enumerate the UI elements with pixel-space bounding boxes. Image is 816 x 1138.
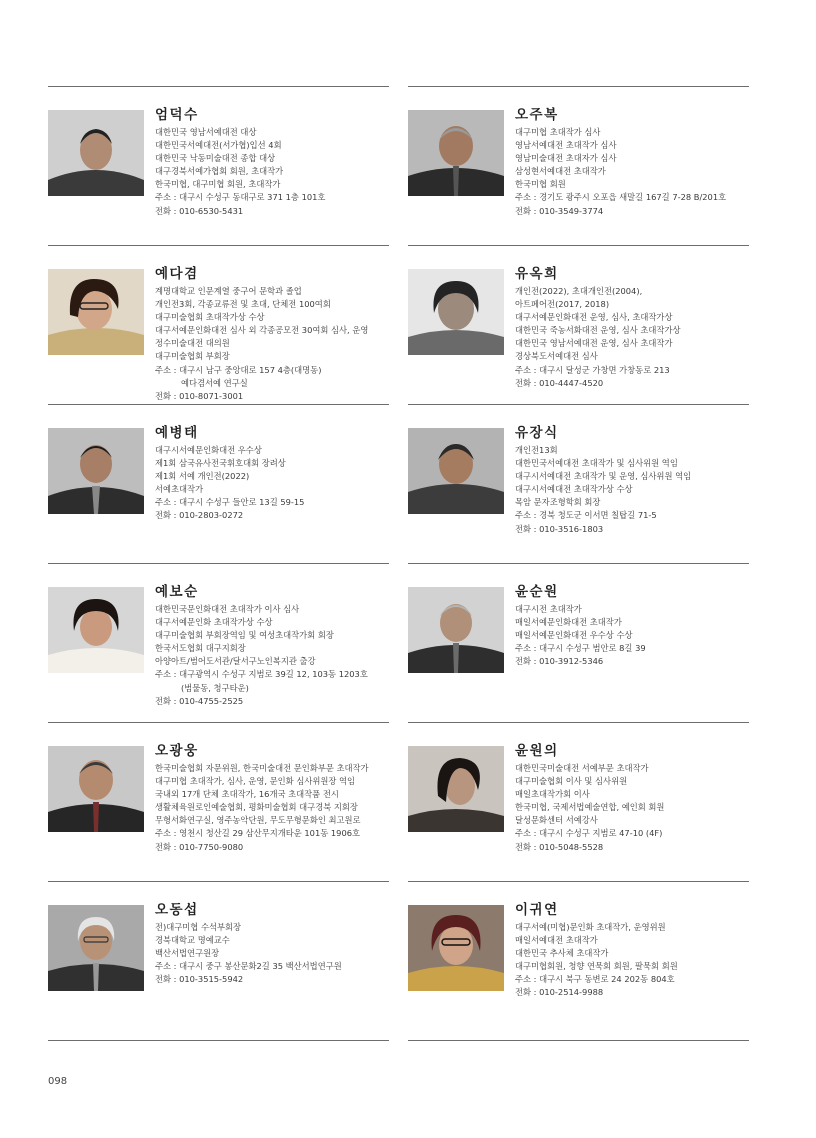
artist-name: 윤원의 [515, 743, 559, 759]
artist-name: 예다겸 [155, 266, 199, 282]
divider [48, 404, 389, 405]
artist-info [515, 902, 751, 1000]
phone-line: 전화 : 010-8071-3001 [155, 390, 244, 401]
bio-line: 국내외 17개 단체 초대작가, 16개국 초대작품 전시 [155, 789, 339, 800]
bio-line: 영남미술대전 초대자가 심사 [515, 153, 617, 164]
bio-line: 대구미술협회 이사 및 심사위원 [515, 776, 628, 787]
artist-photo [408, 269, 504, 355]
bio-line: 대구미협 초대작가, 심사, 운영, 문인화 심사위원장 역임 [155, 776, 356, 787]
bio-line: 대한민국 낙동미술대전 종합 대상 [155, 153, 276, 164]
address-line: 주소 : 대구시 달성군 가창면 가창동로 213 [515, 364, 670, 375]
address-line: 주소 : 경기도 광주시 오포읍 새말길 167길 7-28 B/201호 [515, 192, 727, 203]
phone-line: 전화 : 010-2514-9988 [515, 987, 604, 998]
bio-line: 대한민국서예대전(서가협)입선 4회 [155, 140, 282, 151]
address-line: 주소 : 대구광역시 수성구 지범로 39길 12, 103동 1203호 [155, 669, 368, 680]
bio-line: 대한민국서예대전 초대작가 및 심사위원 역임 [515, 458, 678, 469]
artist-info [155, 107, 391, 218]
divider [48, 245, 389, 246]
divider [408, 86, 749, 87]
bio-line: 매일서예문인화대전 초대작가 [515, 617, 622, 628]
bio-line: 달성문화센터 서예강사 [515, 815, 598, 826]
artist-info [515, 425, 751, 536]
artist-photo [48, 110, 144, 196]
bio-line: 대한민국 영남서예대전 대상 [155, 127, 257, 137]
bio-line: 대구미술협회 부회장역임 및 여성초대작가회 회장 [155, 630, 334, 641]
bio-line: 개인전(2022), 초대개인전(2004), [515, 286, 643, 296]
bio-line: 정수미술대전 대의원 [155, 338, 230, 349]
artist-info [515, 107, 751, 218]
divider [408, 245, 749, 246]
page-number: 098 [48, 1076, 68, 1087]
address-line: 주소 : 대구시 중구 봉산문화2길 35 백산서법연구원 [155, 961, 342, 972]
phone-line: 전화 : 010-2803-0272 [155, 510, 244, 521]
phone-line: 전화 : 010-3549-3774 [515, 205, 604, 216]
artist-info [515, 584, 751, 668]
bio-line: 전)대구미협 수석부회장 [155, 922, 242, 932]
artist-photo [408, 110, 504, 196]
divider [48, 881, 389, 882]
bio-line: 경상북도서예대전 심사 [515, 351, 598, 362]
bio-line: 대한민국 죽농서화대전 운영, 심사 초대작가상 [515, 325, 681, 336]
bio-line: 영남서예대전 초대작가 심사 [515, 140, 617, 151]
bio-line: 아양아트/범어도서관/달서구노인복지관 출강 [155, 656, 316, 667]
bio-line: 대구시서예대전 초대작가 및 운영, 심사위원 역임 [515, 471, 692, 482]
artist-photo [408, 587, 504, 673]
bio-line: 계명대학교 인문계열 중구어 문학과 졸업 [155, 286, 302, 296]
address-line: 주소 : 대구시 수성구 범안로 8길 39 [515, 643, 646, 654]
artist-photo [48, 746, 144, 832]
artist-info [155, 584, 391, 708]
artist-photo [48, 905, 144, 991]
bio-line: 대구시서예문인화대전 우수상 [155, 445, 262, 455]
bio-line: 대구미협 초대작가 심사 [515, 127, 601, 137]
divider [408, 1040, 749, 1041]
address-line: 주소 : 대구시 북구 동변로 24 202동 804호 [515, 974, 675, 985]
bio-line: 대구서예문인화대전 운영, 심사, 초대작가상 [515, 312, 673, 323]
divider [48, 1040, 389, 1041]
bio-line: 대구미술협회 부회장 [155, 351, 230, 362]
bio-line: 백산서법연구원장 [155, 948, 220, 959]
address-line: 주소 : 경북 청도군 이서면 칠탑길 71-5 [515, 510, 657, 521]
artist-name: 유장식 [515, 425, 559, 441]
address-line: 주소 : 대구시 수성구 동대구로 371 1층 101호 [155, 192, 326, 203]
bio-line: 매일서예대전 초대작가 [515, 935, 598, 946]
artist-name: 유옥희 [515, 266, 559, 282]
address-line: 주소 : 대구시 남구 중앙대로 157 4층(대명동) [155, 364, 322, 375]
bio-line: 대한민국미술대전 서예부문 초대작가 [515, 763, 649, 773]
artist-name: 예보순 [155, 584, 199, 600]
bio-line: 대한민국 영남서예대전 운영, 심사 초대작가 [515, 338, 673, 349]
artist-name: 오주복 [515, 107, 559, 123]
bio-line: 한국미협 회원 [515, 179, 566, 190]
phone-line: 전화 : 010-3515-5942 [155, 974, 244, 985]
artist-name: 엄덕수 [155, 107, 199, 123]
bio-line: 한국서도협회 대구지회장 [155, 643, 246, 654]
address-line: 주소 : 대구시 수성구 지범로 47-10 (4F) [515, 828, 663, 839]
bio-line: 제1회 삼국유사전국휘호대회 장려상 [155, 458, 286, 469]
bio-line: 무형서화연구실, 영주농악단원, 무도무형문화인 최고원로 [155, 815, 361, 826]
artist-name: 오동섭 [155, 902, 199, 918]
divider [48, 86, 389, 87]
bio-line: 한국미협, 대구미협 회원, 초대작가 [155, 179, 281, 190]
artist-info [515, 743, 751, 854]
artist-info [155, 902, 391, 986]
divider [408, 563, 749, 564]
artist-info [155, 266, 391, 403]
bio-line: 한국미술협회 자문위원, 한국미술대전 문인화부문 초대작가 [155, 763, 369, 773]
address-line: 주소 : 영천시 청산길 29 삼산무지개타운 101동 1906호 [155, 828, 361, 839]
bio-line: 대구시전 초대작가 [515, 604, 582, 614]
phone-line: 전화 : 010-3516-1803 [515, 523, 604, 534]
bio-line: 대구시서예대전 초대작가상 수상 [515, 484, 633, 495]
divider [48, 722, 389, 723]
address-line: 주소 : 대구시 수성구 들안로 13길 59-15 [155, 497, 305, 508]
bio-line: 한국미협, 국제서법예술연합, 예인회 회원 [515, 802, 665, 813]
bio-line: 삼성현서예대전 초대작가 [515, 166, 606, 177]
bio-line: 대구경북서예가협회 회원, 초대작가 [155, 166, 284, 177]
artist-name: 윤순원 [515, 584, 559, 600]
divider [408, 881, 749, 882]
artist-photo [48, 269, 144, 355]
artist-info [155, 425, 391, 523]
bio-line: 대구서예(미협)문인화 초대작가, 운영위원 [515, 922, 666, 932]
phone-line: 전화 : 010-4755-2525 [155, 695, 244, 706]
phone-line: 전화 : 010-5048-5528 [515, 841, 604, 852]
phone-line: 전화 : 010-6530-5431 [155, 205, 244, 216]
bio-line: 대한민국문인화대전 초대작가 이사 심사 [155, 604, 300, 614]
address-line: 예다겸서예 연구실 [181, 377, 248, 388]
bio-line: 대한민국 추사체 초대작가 [515, 948, 609, 959]
bio-line: 아트페어전(2017, 2018) [515, 299, 610, 310]
bio-line: 매일서예문인화대전 우수상 수상 [515, 630, 633, 641]
divider [408, 404, 749, 405]
bio-line: 서예초대작가 [155, 484, 204, 495]
artist-name: 예병태 [155, 425, 199, 441]
address-line: (범물동, 청구타운) [181, 682, 249, 693]
bio-line: 대구미협회원, 청향 연묵회 회원, 팔묵회 회원 [515, 961, 678, 972]
phone-line: 전화 : 010-3912-5346 [515, 656, 604, 667]
artist-name: 오광웅 [155, 743, 199, 759]
bio-line: 매일초대작가회 이사 [515, 789, 590, 800]
artist-photo [408, 746, 504, 832]
phone-line: 전화 : 010-4447-4520 [515, 377, 604, 388]
divider [408, 722, 749, 723]
bio-line: 목암 문자조형학회 회장 [515, 497, 601, 508]
bio-line: 경북대학교 명예교수 [155, 935, 230, 946]
bio-line: 생활체육원로인예술협회, 평화미술협회 대구경북 지회장 [155, 802, 358, 813]
artist-photo [48, 428, 144, 514]
artist-photo [408, 428, 504, 514]
artist-photo [48, 587, 144, 673]
artist-name: 이귀연 [515, 902, 559, 918]
artist-info [515, 266, 751, 390]
bio-line: 대구미술협회 초대작가상 수상 [155, 312, 265, 323]
artist-info [155, 743, 391, 854]
divider [48, 563, 389, 564]
artist-photo [408, 905, 504, 991]
bio-line: 개인전3회, 각종교류전 및 초대, 단체전 100여회 [155, 299, 331, 310]
bio-line: 대구서예문인화 초대작가상 수상 [155, 617, 273, 628]
bio-line: 대구서예문인화대전 심사 외 각종공모전 30여회 심사, 운영 [155, 325, 369, 336]
bio-line: 개인전13회 [515, 445, 558, 455]
bio-line: 제1회 서예 개인전(2022) [155, 471, 250, 482]
phone-line: 전화 : 010-7750-9080 [155, 841, 244, 852]
